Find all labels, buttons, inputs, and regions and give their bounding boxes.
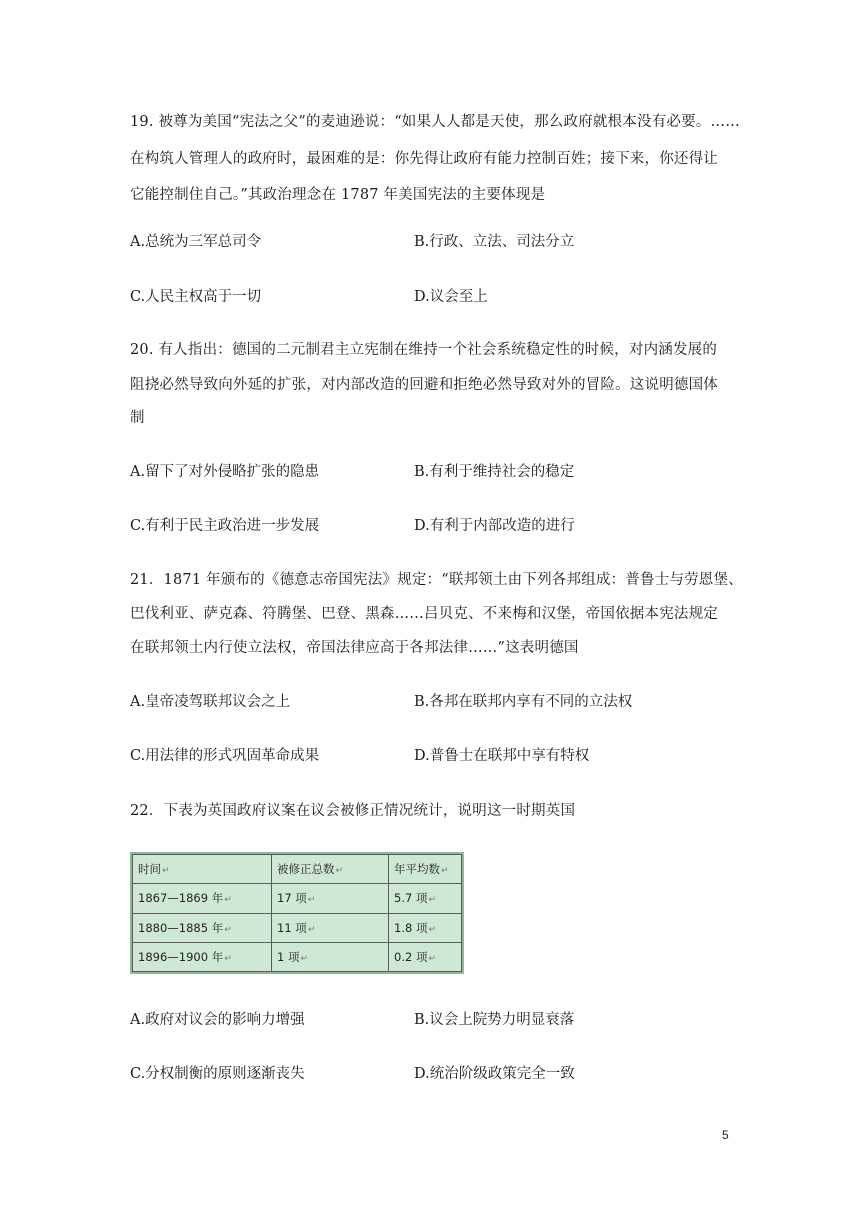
- q20-option-c: C.有利于民主政治进一步发展: [130, 518, 320, 534]
- table-header-cell: 年平均数↵: [389, 855, 462, 884]
- table-header-cell: 被修正总数↵: [272, 855, 389, 884]
- table-cell: 1867—1869 年↵: [133, 884, 272, 913]
- table-cell: 1.8 项↵: [389, 913, 462, 942]
- table-cell: 5.7 项↵: [389, 884, 462, 913]
- table-cell: 1 项↵: [272, 942, 389, 971]
- q19-stem-line-3: 它能控制住自己。”其政治理念在 1787 年美国宪法的主要体现是: [130, 187, 546, 203]
- q22-option-a: A.政府对议会的影响力增强: [130, 1012, 305, 1028]
- q20-option-b: B.有利于维持社会的稳定: [414, 464, 575, 480]
- q19-option-b: B.行政、立法、司法分立: [414, 234, 575, 250]
- table-cell: 1880—1885 年↵: [133, 913, 272, 942]
- q21-stem-line-3: 在联邦领土内行使立法权，帝国法律应高于各邦法律……”这表明德国: [130, 640, 579, 656]
- page-number: 5: [722, 1128, 729, 1142]
- table-row: [133, 942, 462, 971]
- table-row: [133, 884, 462, 913]
- table-header-cell: 时间↵: [133, 855, 272, 884]
- table-cell: 1896—1900 年↵: [133, 942, 272, 971]
- q20-option-a: A.留下了对外侵略扩张的隐患: [130, 464, 320, 480]
- table-cell: 11 项↵: [272, 913, 389, 942]
- table-header-row: [133, 855, 462, 884]
- q20-stem-line-2: 阻挠必然导致向外延的扩张，对内部改造的回避和拒绝必然导致对外的冒险。这说明德国体: [130, 377, 718, 393]
- q22-stem-line-1: 22．下表为英国政府议案在议会被修正情况统计，说明这一时期英国: [130, 803, 576, 819]
- q20-stem-line-3: 制: [130, 410, 145, 426]
- q22-option-c: C.分权制衡的原则逐渐丧失: [130, 1066, 305, 1082]
- table-row: [133, 913, 462, 942]
- q20-stem-line-1: 20. 有人指出：德国的二元制君主立宪制在维持一个社会系统稳定性的时候，对内涵发展的: [130, 342, 718, 358]
- q21-option-c: C.用法律的形式巩固革命成果: [130, 748, 320, 764]
- q19-option-c: C.人民主权高于一切: [130, 289, 262, 305]
- q19-option-a: A.总统为三军总司令: [130, 234, 262, 250]
- q19-stem-line-2: 在构筑人管理人的政府时，最困难的是：你先得让政府有能力控制百姓；接下来，你还得让: [130, 151, 718, 167]
- q19-option-d: D.议会至上: [414, 289, 488, 305]
- table-cell: 0.2 项↵: [389, 942, 462, 971]
- stats-table-grid: [132, 854, 462, 972]
- q21-option-a: A.皇帝凌驾联邦议会之上: [130, 694, 291, 710]
- q21-option-b: B.各邦在联邦内享有不同的立法权: [414, 694, 633, 710]
- table-cell: 17 项↵: [272, 884, 389, 913]
- q22-option-b: B.议会上院势力明显衰落: [414, 1012, 575, 1028]
- q21-stem-line-2: 巴伐利亚、萨克森、符腾堡、巴登、黑森……吕贝克、不来梅和汉堡，帝国依据本宪法规定: [130, 606, 718, 622]
- q22-option-d: D.统治阶级政策完全一致: [414, 1066, 575, 1082]
- q21-stem-line-1: 21．1871 年颁布的《德意志帝国宪法》规定：“联邦领土由下列各邦组成：普鲁士与劳恩堡、: [130, 572, 743, 588]
- amendment-stats-table: [130, 852, 464, 974]
- q20-option-d: D.有利于内部改造的进行: [414, 518, 575, 534]
- q19-stem-line-1: 19. 被尊为美国“宪法之父”的麦迪逊说：“如果人人都是天使，那么政府就根本没有必要。……: [130, 114, 740, 130]
- q21-option-d: D.普鲁士在联邦中享有特权: [414, 748, 590, 764]
